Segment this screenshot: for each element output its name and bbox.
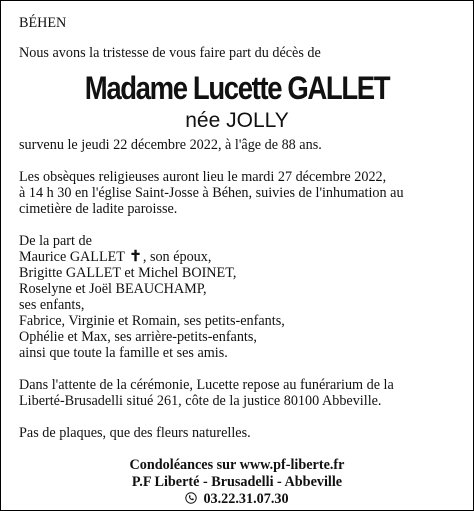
viewing-line: Dans l'attente de la cérémonie, Lucette repose au funérarium de la: [19, 377, 394, 393]
phone-number[interactable]: 03.22.31.07.30: [203, 491, 289, 507]
funeral-line: cimetière de ladite paroisse.: [19, 201, 178, 217]
deceased-name: Madame Lucette GALLET: [84, 70, 390, 106]
viewing-details: [19, 377, 455, 409]
family-list: [19, 233, 455, 361]
funeral-details: [19, 169, 455, 217]
funeral-line: Les obsèques religieuses auront lieu le mardi 27 décembre 2022,: [19, 169, 387, 185]
maiden-name: née JOLLY: [185, 109, 289, 132]
family-member-line: ainsi que toute la famille et ses amis.: [19, 345, 228, 361]
condolences-link[interactable]: Condoléances sur www.pf-liberte.fr: [129, 457, 345, 473]
family-member-line: ses enfants,: [19, 297, 85, 313]
funeral-line: à 14 h 30 en l'église Saint-Josse à Béhen, suivies de l'inhumation au: [19, 185, 404, 201]
funeral-home-footer: [19, 457, 455, 508]
family-member-line: Roselyne et Joël BEAUCHAMP,: [19, 281, 207, 297]
phone-line: [19, 491, 455, 508]
cross-icon: ✝: [129, 249, 142, 265]
phone-icon: [185, 492, 197, 504]
town-name: BÉHEN: [19, 15, 67, 31]
family-member-line: Brigitte GALLET et Michel BOINET,: [19, 265, 237, 281]
intro-text: Nous avons la tristesse de vous faire part du décès de: [19, 45, 321, 61]
spouse-role: , son époux,: [142, 249, 212, 265]
funeral-home-name: P.F Liberté - Brusadelli - Abbeville: [131, 474, 343, 490]
flowers-note: Pas de plaques, que des fleurs naturelles.: [19, 425, 251, 441]
family-member-line: Ophélie et Max, ses arrière-petits-enfants,: [19, 329, 257, 345]
spouse-name: Maurice GALLET: [19, 249, 125, 265]
spouse-line: [19, 249, 455, 265]
viewing-line: Liberté-Brusadelli situé 261, côte de la justice 80100 Abbeville.: [19, 393, 382, 409]
family-heading: De la part de: [19, 233, 92, 249]
family-member-line: Fabrice, Virginie et Romain, ses petits-enfants,: [19, 313, 285, 329]
death-date-line: survenu le jeudi 22 décembre 2022, à l'âge de 88 ans.: [19, 137, 322, 153]
